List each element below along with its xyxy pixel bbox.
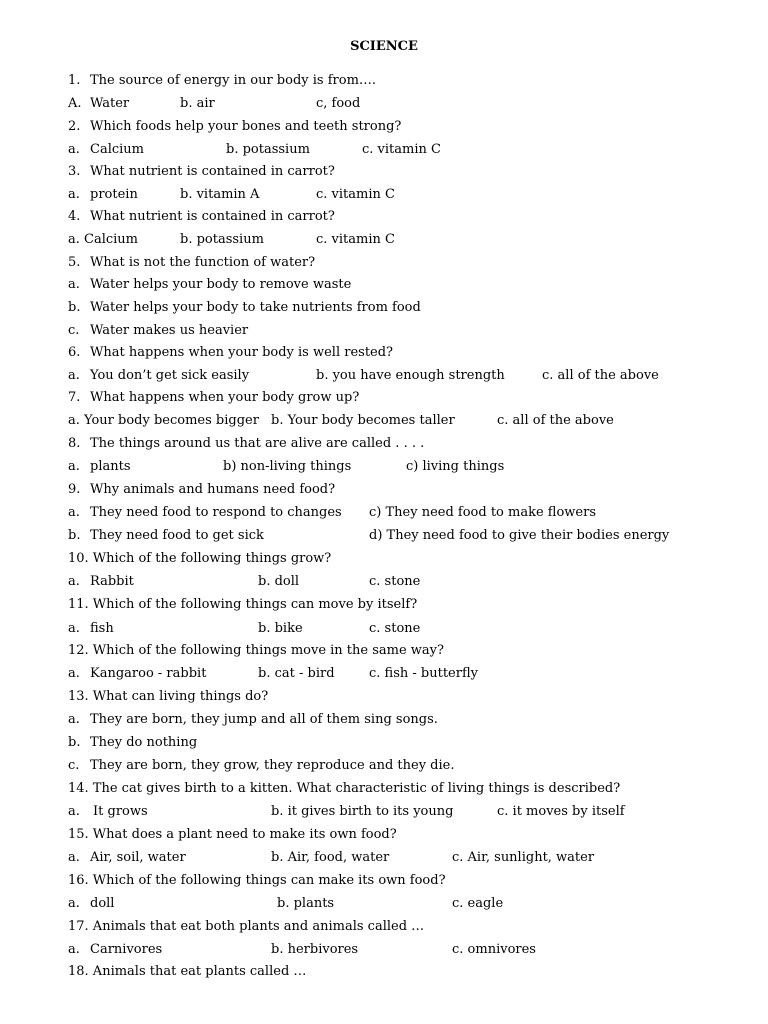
answer-line	[0, 573, 768, 591]
option-label: a. Calcium	[68, 232, 139, 247]
option-label: a.	[68, 368, 80, 383]
question-line	[0, 780, 768, 798]
answer-line	[0, 412, 768, 430]
option-label: a.	[68, 505, 80, 520]
question-line	[0, 254, 768, 272]
option-label: a.	[68, 142, 80, 157]
option-text: They need food to get sick	[90, 528, 264, 543]
question-text: 3.	[68, 164, 81, 179]
option-label: a.	[68, 666, 80, 681]
option-text: d) They need food to give their bodies energy	[369, 528, 670, 543]
option-text: c. vitamin C	[316, 232, 395, 247]
option-label: a.	[68, 804, 80, 819]
answer-line	[0, 276, 768, 294]
option-label: a.	[68, 621, 80, 636]
option-text: b) non-living things	[223, 459, 352, 474]
answer-line	[0, 665, 768, 683]
question-line	[0, 550, 768, 568]
answer-line	[0, 734, 768, 752]
question-line	[0, 208, 768, 226]
question-text: 5.	[68, 255, 81, 270]
option-text: c. Air, sunlight, water	[452, 850, 595, 865]
option-text: What happens when your body is well rested?	[90, 345, 394, 360]
question-text: 13. What can living things do?	[68, 689, 269, 704]
question-text: 18. Animals that eat plants called …	[68, 964, 307, 979]
question-line	[0, 918, 768, 936]
option-text: They do nothing	[90, 735, 198, 750]
option-text: Which foods help your bones and teeth strong?	[90, 119, 402, 134]
option-label: A.	[68, 96, 82, 111]
option-text: c. all of the above	[497, 413, 614, 428]
question-text: 10. Which of the following things grow?	[68, 551, 332, 566]
question-line	[0, 163, 768, 181]
option-text: What nutrient is contained in carrot?	[90, 164, 335, 179]
option-text: b. potassium	[180, 232, 264, 247]
answer-line	[0, 231, 768, 249]
option-label: a.	[68, 850, 80, 865]
option-text: Water helps your body to take nutrients from food	[90, 300, 421, 315]
option-text: fish	[90, 621, 114, 636]
question-text: 2.	[68, 119, 81, 134]
answer-line	[0, 504, 768, 522]
question-text: 16. Which of the following things can make its own food?	[68, 873, 446, 888]
answer-line	[0, 527, 768, 545]
option-text: c, food	[316, 96, 361, 111]
option-label: b.	[68, 735, 81, 750]
answer-line	[0, 711, 768, 729]
option-text: b. air	[180, 96, 215, 111]
question-line	[0, 826, 768, 844]
option-label: a. Your body becomes bigger	[68, 413, 259, 428]
question-line	[0, 389, 768, 407]
answer-line	[0, 895, 768, 913]
option-text: b. doll	[258, 574, 300, 589]
answer-line	[0, 941, 768, 959]
option-label: a.	[68, 942, 80, 957]
option-label: a.	[68, 459, 80, 474]
answer-line	[0, 757, 768, 775]
option-text: The things around us that are alive are called . . . .	[90, 436, 425, 451]
option-text: c. stone	[369, 621, 421, 636]
option-text: What nutrient is contained in carrot?	[90, 209, 335, 224]
answer-line	[0, 458, 768, 476]
option-label: a.	[68, 187, 80, 202]
question-line	[0, 344, 768, 362]
option-text: It grows	[93, 804, 148, 819]
option-label: a.	[68, 574, 80, 589]
answer-line	[0, 803, 768, 821]
option-text: b. you have enough strength	[316, 368, 505, 383]
answer-line	[0, 186, 768, 204]
question-text: 15. What does a plant need to make its own food?	[68, 827, 397, 842]
option-text: c. vitamin C	[316, 187, 395, 202]
option-text: b. Air, food, water	[271, 850, 390, 865]
option-text: c. it moves by itself	[497, 804, 625, 819]
question-line	[0, 596, 768, 614]
option-label: c.	[68, 323, 80, 338]
option-label: a.	[68, 896, 80, 911]
option-label: c.	[68, 758, 80, 773]
question-text: 1.	[68, 73, 81, 88]
option-label: b.	[68, 528, 81, 543]
option-text: b. vitamin A	[180, 187, 260, 202]
option-text: Calcium	[90, 142, 144, 157]
answer-line	[0, 141, 768, 159]
question-text: 11. Which of the following things can move by itself?	[68, 597, 418, 612]
option-text: doll	[90, 896, 115, 911]
option-text: What is not the function of water?	[90, 255, 316, 270]
option-text: c) They need food to make flowers	[369, 505, 596, 520]
option-text: Kangaroo - rabbit	[90, 666, 207, 681]
option-text: plants	[90, 459, 131, 474]
option-text: b. it gives birth to its young	[271, 804, 454, 819]
option-text: Rabbit	[90, 574, 134, 589]
question-text: 4.	[68, 209, 81, 224]
option-text: What happens when your body grow up?	[90, 390, 360, 405]
answer-line	[0, 299, 768, 317]
option-text: b. Your body becomes taller	[271, 413, 455, 428]
option-text: c. all of the above	[542, 368, 659, 383]
option-text: They are born, they jump and all of them sing songs.	[90, 712, 438, 727]
question-line	[0, 481, 768, 499]
option-text: c. eagle	[452, 896, 504, 911]
option-text: protein	[90, 187, 138, 202]
question-line	[0, 688, 768, 706]
option-label: a.	[68, 712, 80, 727]
option-text: c. stone	[369, 574, 421, 589]
question-text: 17. Animals that eat both plants and animals called …	[68, 919, 425, 934]
question-text: 12. Which of the following things move in the same way?	[68, 643, 444, 658]
option-text: They need food to respond to changes	[90, 505, 342, 520]
option-text: c. omnivores	[452, 942, 536, 957]
option-text: c. fish - butterfly	[369, 666, 478, 681]
option-label: a.	[68, 277, 80, 292]
option-text: They are born, they grow, they reproduce and they die.	[90, 758, 455, 773]
page-title: SCIENCE	[350, 39, 418, 54]
option-text: Water helps your body to remove waste	[90, 277, 352, 292]
question-text: 9.	[68, 482, 81, 497]
answer-line	[0, 620, 768, 638]
question-line	[0, 963, 768, 981]
option-text: Why animals and humans need food?	[90, 482, 336, 497]
question-line	[0, 118, 768, 136]
option-text: b. potassium	[226, 142, 310, 157]
option-text: Water makes us heavier	[90, 323, 249, 338]
question-line	[0, 435, 768, 453]
question-text: 8.	[68, 436, 81, 451]
answer-line	[0, 322, 768, 340]
question-line	[0, 72, 768, 90]
option-text: Air, soil, water	[90, 850, 186, 865]
option-label: b.	[68, 300, 81, 315]
option-text: b. herbivores	[271, 942, 359, 957]
question-line	[0, 642, 768, 660]
option-text: Water	[90, 96, 130, 111]
option-text: You don’t get sick easily	[90, 368, 250, 383]
option-text: c) living things	[406, 459, 505, 474]
question-text: 7.	[68, 390, 81, 405]
question-text: 6.	[68, 345, 81, 360]
answer-line	[0, 367, 768, 385]
option-text: Carnivores	[90, 942, 163, 957]
option-text: The source of energy in our body is from….	[90, 73, 377, 88]
answer-line	[0, 95, 768, 113]
option-text: c. vitamin C	[362, 142, 441, 157]
question-line	[0, 872, 768, 890]
answer-line	[0, 849, 768, 867]
option-text: b. cat - bird	[258, 666, 335, 681]
option-text: b. bike	[258, 621, 303, 636]
option-text: b. plants	[277, 896, 335, 911]
question-text: 14. The cat gives birth to a kitten. What characteristic of living things is described?	[68, 781, 621, 796]
